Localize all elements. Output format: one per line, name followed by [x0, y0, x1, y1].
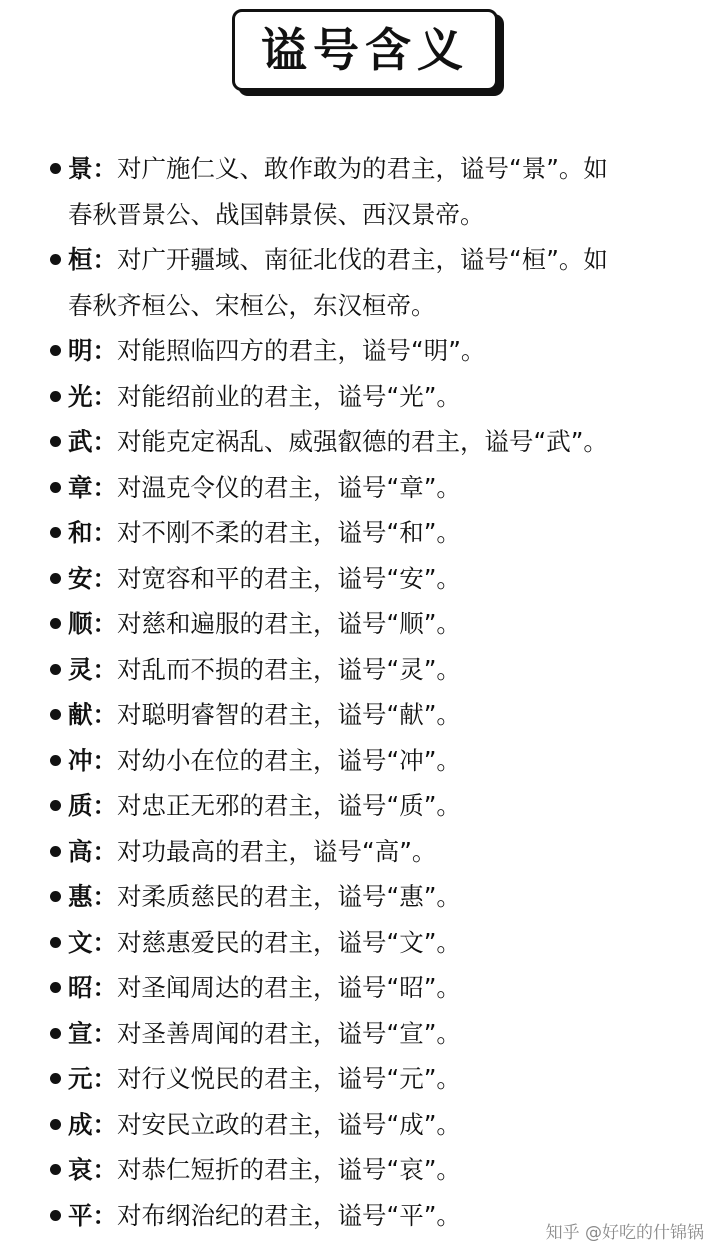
page-title: 谥号含义: [261, 23, 469, 77]
entry-text: 对广施仁义、敢作敢为的君主，谥号“景”。如: [117, 154, 608, 183]
entry-text: 对能绍前业的君主，谥号“光”。: [117, 381, 461, 411]
list-item: [50, 874, 700, 920]
entry-separator: ：: [92, 336, 117, 365]
entry-text: 对行义悦民的君主，谥号“元”。: [117, 1064, 461, 1093]
entry-text: 对功最高的君主，谥号“高”。: [117, 836, 437, 866]
entry-separator: ：: [92, 609, 117, 638]
entry-term: 宣: [68, 1018, 93, 1048]
entry-term: 惠: [68, 882, 93, 911]
bullet-icon: [50, 664, 61, 675]
entry-term: 光: [68, 381, 93, 411]
entry-separator: ：: [92, 836, 117, 866]
bullet-icon: [50, 482, 61, 493]
entry-term: 成: [68, 1109, 93, 1139]
entry-text: 对聪明睿智的君主，谥号“献”。: [117, 700, 461, 729]
entry-text: 对圣闻周达的君主，谥号“昭”。: [117, 973, 461, 1002]
list-item: [50, 1102, 700, 1148]
list-item: [50, 510, 700, 556]
entry-separator: ：: [92, 427, 117, 456]
entry-separator: ：: [92, 973, 117, 1002]
bullet-icon: [50, 755, 61, 766]
list-item: [50, 829, 700, 875]
entry-separator: ：: [92, 518, 117, 547]
entry-text: 对温克令仪的君主，谥号“章”。: [117, 472, 461, 502]
entry-separator: ：: [92, 1155, 117, 1184]
bullet-icon: [50, 1028, 61, 1039]
entry-text: 对恭仁短折的君主，谥号“哀”。: [117, 1155, 461, 1184]
bullet-icon: [50, 391, 61, 402]
entry-text-continued: 春秋晋景公、战国韩景侯、西汉景帝。: [68, 199, 485, 229]
entry-term: 献: [68, 700, 93, 729]
entry-text: 对能照临四方的君主，谥号“明”。: [117, 336, 486, 365]
entry-term: 武: [68, 427, 93, 456]
entry-separator: ：: [92, 700, 117, 729]
entry-term: 桓: [68, 245, 93, 274]
entry-text: 对柔质慈民的君主，谥号“惠”。: [117, 882, 461, 911]
entry-text: 对安民立政的君主，谥号“成”。: [117, 1109, 461, 1139]
entry-text: 对广开疆域、南征北伐的君主，谥号“桓”。如: [117, 245, 608, 274]
list-item: [50, 692, 700, 738]
entry-text: 对幼小在位的君主，谥号“冲”。: [117, 745, 461, 775]
list-item: [50, 465, 700, 511]
entry-separator: ：: [92, 1018, 117, 1048]
entry-term: 哀: [68, 1155, 93, 1184]
entry-term: 元: [68, 1064, 93, 1093]
bullet-icon: [50, 573, 61, 584]
entry-text: 对能克定祸乱、威强叡德的君主，谥号“武”。: [117, 427, 608, 456]
entry-separator: ：: [92, 381, 117, 411]
bullet-icon: [50, 1164, 61, 1175]
title-box: [232, 9, 498, 91]
list-item: [50, 783, 700, 829]
entry-separator: ：: [92, 1200, 117, 1230]
list-item: [50, 237, 700, 328]
entry-text: 对忠正无邪的君主，谥号“质”。: [117, 791, 461, 820]
entry-term: 灵: [68, 654, 93, 684]
entry-term: 明: [68, 336, 93, 365]
entry-term: 昭: [68, 973, 93, 1002]
entry-separator: ：: [92, 654, 117, 684]
entry-text: 对乱而不损的君主，谥号“灵”。: [117, 654, 461, 684]
list-item: [50, 146, 700, 237]
entry-text: 对慈和遍服的君主，谥号“顺”。: [117, 609, 461, 638]
bullet-icon: [50, 345, 61, 356]
bullet-icon: [50, 1210, 61, 1221]
bullet-icon: [50, 436, 61, 447]
entry-text: 对慈惠爱民的君主，谥号“文”。: [117, 927, 461, 957]
watermark: 知乎 @好吃的什锦锅: [545, 1223, 704, 1243]
entry-term: 安: [68, 563, 93, 593]
entry-separator: ：: [92, 1109, 117, 1139]
entry-separator: ：: [92, 563, 117, 593]
entry-separator: ：: [92, 1064, 117, 1093]
entry-text-continued: 春秋齐桓公、宋桓公，东汉桓帝。: [68, 290, 436, 320]
entry-term: 高: [68, 836, 93, 866]
entry-term: 景: [68, 154, 93, 183]
bullet-icon: [50, 1073, 61, 1084]
bullet-icon: [50, 937, 61, 948]
bullet-icon: [50, 709, 61, 720]
list-item: [50, 920, 700, 966]
entry-text: 对不刚不柔的君主，谥号“和”。: [117, 518, 461, 547]
entry-term: 平: [68, 1200, 93, 1230]
list-item: [50, 965, 700, 1011]
entry-term: 和: [68, 518, 93, 547]
entry-separator: ：: [92, 472, 117, 502]
entry-text: 对布纲治纪的君主，谥号“平”。: [117, 1200, 461, 1230]
entry-separator: ：: [92, 245, 117, 274]
entry-term: 章: [68, 472, 93, 502]
bullet-icon: [50, 800, 61, 811]
posthumous-name-list: [50, 146, 700, 1238]
list-item: [50, 328, 700, 374]
list-item: [50, 1011, 700, 1057]
entry-term: 冲: [68, 745, 93, 775]
entry-separator: ：: [92, 927, 117, 957]
entry-term: 顺: [68, 609, 93, 638]
list-item: [50, 556, 700, 602]
list-item: [50, 738, 700, 784]
bullet-icon: [50, 527, 61, 538]
list-item: [50, 1147, 700, 1193]
list-item: [50, 647, 700, 693]
bullet-icon: [50, 846, 61, 857]
list-item: [50, 374, 700, 420]
entry-separator: ：: [92, 882, 117, 911]
entry-text: 对宽容和平的君主，谥号“安”。: [117, 563, 461, 593]
bullet-icon: [50, 891, 61, 902]
entry-term: 质: [68, 791, 93, 820]
list-item: [50, 601, 700, 647]
entry-separator: ：: [92, 745, 117, 775]
bullet-icon: [50, 1119, 61, 1130]
bullet-icon: [50, 982, 61, 993]
entry-separator: ：: [92, 154, 117, 183]
bullet-icon: [50, 254, 61, 265]
list-item: [50, 419, 700, 465]
entry-text: 对圣善周闻的君主，谥号“宣”。: [117, 1018, 461, 1048]
bullet-icon: [50, 618, 61, 629]
bullet-icon: [50, 163, 61, 174]
entry-separator: ：: [92, 791, 117, 820]
list-item: [50, 1056, 700, 1102]
entry-term: 文: [68, 927, 93, 957]
